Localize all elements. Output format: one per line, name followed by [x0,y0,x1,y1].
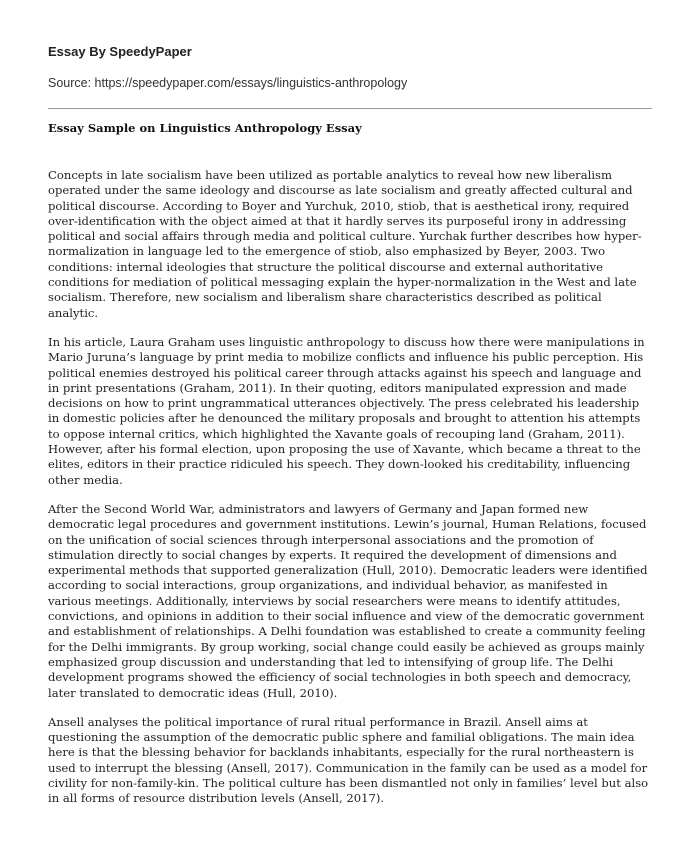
essay-paragraph: After the Second World War, administrators and lawyers of Germany and Japan formed new democratic legal procedures and government institutions. Lewin’s journal, Human Relations, focused on the unification of social sciences through interpersonal associations and the promotion of stimulation directly to social changes by experts. It required the development of dimensions and experimental methods that supported generalization (Hull, 2010). Democratic leaders were identified according to social interactions, group organizations, and individual behavior, as manifested in various meetings. Additionally, interviews by social researchers were means to identify attitudes, convictions, and opinions in addition to their social influence and view of the democratic government and establishment of relationships. A Delhi foundation was established to create a community feeling for the Delhi immigrants. By group working, social change could easily be achieved as groups mainly emphasized group discussion and understanding that led to intensifying of group life. The Delhi development programs showed the efficiency of social technologies in both speech and democracy, later translated to democratic ideas (Hull, 2010). [48,501,648,700]
essay-paragraph: Concepts in late socialism have been utilized as portable analytics to reveal how new liberalism operated under the same ideology and discourse as late socialism and greatly affected cultural and political discourse. According to Boyer and Yurchuk, 2010, stiob, that is aesthetical irony, required over-identification with the object aimed at that it hardly serves its purposeful irony in addressing political and social affairs through media and political culture. Yurchak further describes how hyper-normalization in language led to the emergence of stiob, also emphasized by Beyer, 2003. Two conditions: internal ideologies that structure the political discourse and external authoritative conditions for mediation of political messaging explain the hyper-normalization in the West and late socialism. Therefore, new socialism and liberalism share characteristics described as political analytic. [48,168,642,320]
header-divider [48,108,652,109]
source-url: Source: https://speedypaper.com/essays/linguistics-anthropology [48,76,408,90]
essay-title: Essay Sample on Linguistics Anthropology Essay [48,121,362,135]
essay-paragraph: In his article, Laura Graham uses linguistic anthropology to discuss how there were manipulations in Mario Juruna’s language by print media to mobilize conflicts and influence his public perception. His political enemies destroyed his political career through attacks against his speech and language and in print presentations (Graham, 2011). In their quoting, editors manipulated expression and made decisions on how to print ungrammatical utterances objectively. The press celebrated his leadership in domestic policies after he denounced the military proposals and brought to attention his attempts to oppose internal critics, which highlighted the Xavante goals of recouping land (Graham, 2011). However, after his formal election, upon proposing the use of Xavante, which became a threat to the elites, editors in their practice ridiculed his speech. They down-looked his creditability, influencing other media. [48,334,645,487]
essay-paragraph: Ansell analyses the political importance of rural ritual performance in Brazil. Ansell aims at questioning the assumption of the democratic public sphere and familial obligations. The main idea here is that the blessing behavior for backlands inhabitants, especially for the rural northeastern is used to interrupt the blessing (Ansell, 2017). Communication in the family can be used as a model for civility for non-family-kin. The political culture has been dismantled not only in families’ level but also in all forms of resource distribution levels (Ansell, 2017). [48,714,649,806]
brand-title: Essay By SpeedyPaper [48,44,192,59]
essay-body [48,168,652,821]
